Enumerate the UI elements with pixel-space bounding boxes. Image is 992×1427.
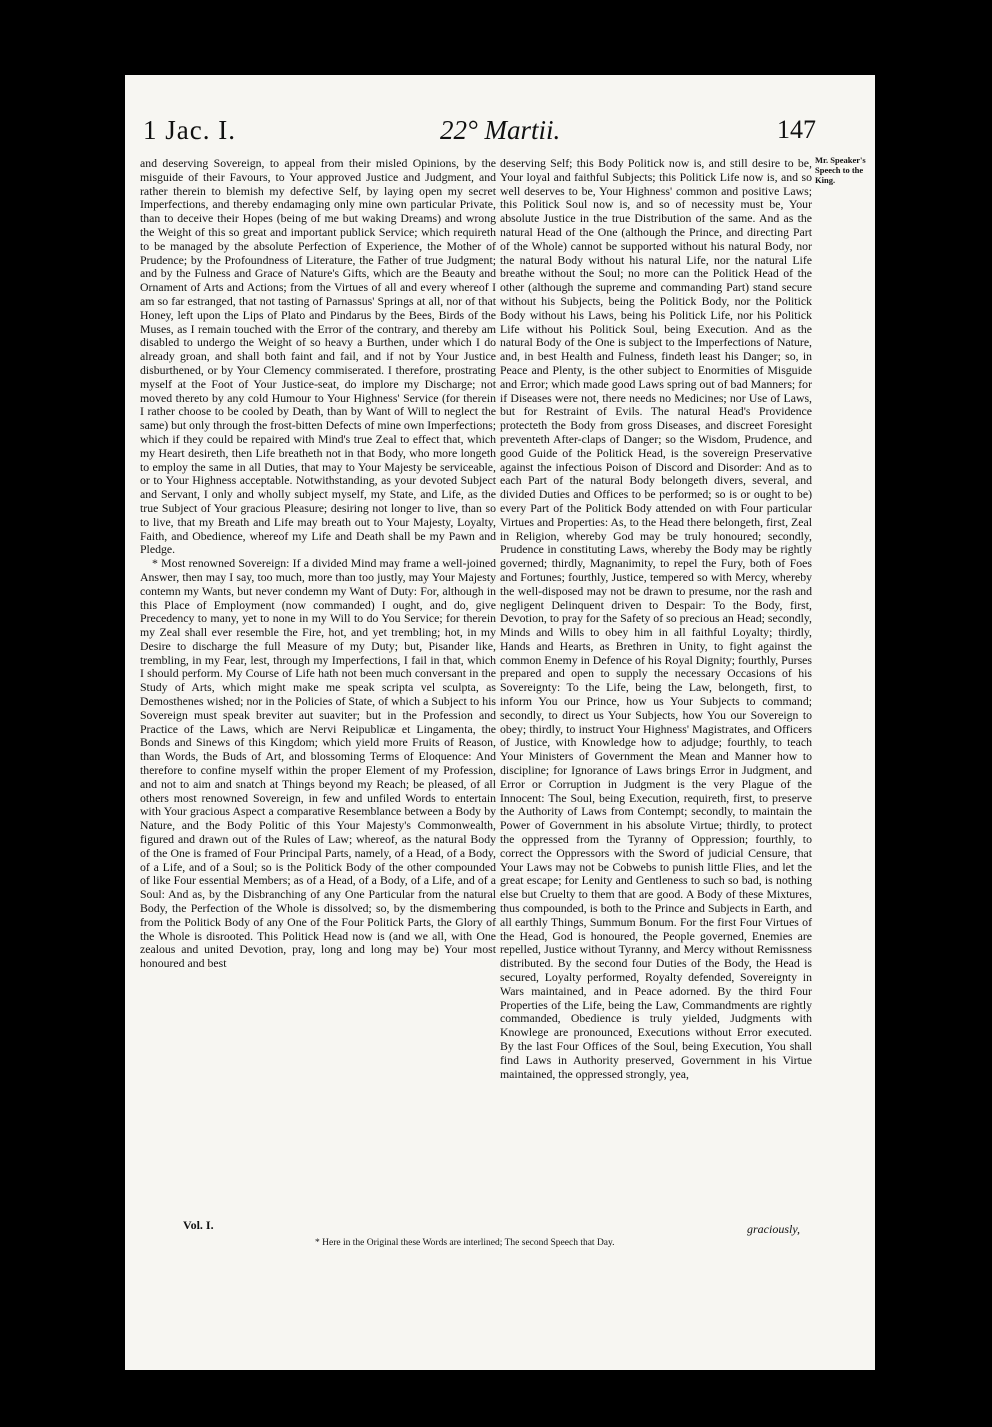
running-head-date: 22° Martii. bbox=[440, 115, 561, 145]
running-head-left: 1 Jac. I. bbox=[143, 115, 236, 145]
left-paragraph-2: * Most renowned Sovereign: If a divided Mind may frame a well-joined Answer, then may I say, too much, more than too justly, may Your Majesty contemn my Wants, but never condemn my Want of Duty: For, although in this Place of Employment (now commanded) I ought, and do, give Precedency to many, yet to none in my Will to do You Service; for therein my Zeal shall ever resemble the Fire, hot, and yet trembling; hot, in my Desire to discharge the full Measure of my Duty; but, Pisander like, trembling, in my Fear, lest, through my Imperfections, I fail in that, which I should perform. My Course of Life hath not been much conversant in the Study of Arts, which might make me speak scripta vel sculpta, as Demosthenes wished; nor in the Policies of State, of which a Subject to his Sovereign must speak breviter aut suaviter; but in the Profession and Practice of the Laws, which are Nervi Reipublicæ et Lingamenta, the Bonds and Sinews of this Kingdom; which yield more Fruits of Reason, than Words, the Buds of Art, and blossoming Terms of Eloquence: And therefore to confine myself within the proper Element of my Profession, and not to aim and snatch at Things beyond my Reach; be pleased, of all others most renowned Sovereign, in few and unfiled Words to entertain with Your gracious Aspect a comparative Resemblance between a Body by Nature, and the Body Politic of this Your Majesty's Commonwealth, figured and drawn out of the Rules of Law; whereof, as the natural Body of the One is framed of Four Principal Parts, namely, of a Head, of a Body, of a Life, and of a Soul; so is the Politick Body of the other compounded of like Four essential Members; as of a Head, of a Body, of a Life, and of a Soul: And as, by the Disbranching of any One Particular from the natural Body, the Perfection of the Whole is dissolved; so, by the dismembering from the Politick Body of any One of the Four Politick Parts, the Glory of the Whole is disrooted. This Politick Head now is (and we all, with One zealous and united Devotion, pray, long and long may be) Your most honoured and best bbox=[140, 556, 496, 971]
left-paragraph-1: and deserving Sovereign, to appeal from their misled Opinions, by the misguide of their Favours, to Your approved Justice and Judgment, and rather therein to blemish my defective Self, by laying open my secret Imperfections, and thereby endamaging only mine own particular Private, than to deceive their Hopes (being of me but waking Dreams) and wrong the Weight of this so great and important publick Service; which requireth to be managed by the absolute Perfection of Experience, the Mother of Prudence; by the Profoundness of Literature, the Father of true Judgment; and by the Fulness and Grace of Nature's Gifts, which are the Beauty and Ornament of Arts and Actions; from the Virtues of all and every whereof I am so far estranged, that not tasting of Parnassus' Springs at all, nor of that Honey, left upon the Lips of Plato and Pindarus by the Bees, Birds of the Muses, as I remain touched with the Error of the contrary, and thereby am disabled to undergo the Weight of so heavy a Burthen, under which I do already groan, and shall both faint and fail, and if not by Your Justice disburthened, or by Your Clemency commiserated. I therefore, prostrating myself at the Foot of Your Justice-seat, do implore my Discharge; not moved thereto by any cold Humour to Your Highness' Service (for therein I rather choose to be cooled by Death, than by Want of Will to neglect the same) but only through the frost-bitten Defects of mine own Imperfections; which if they could be repaired with Mind's true Zeal to effect that, which my Heart desireth, then Life breatheth not in that Body, who more longeth to employ the same in all Duties, that may to Your Majesty be serviceable, or to Your Highness acceptable. Notwithstanding, as your devoted Subject and Servant, I only and wholly subject myself, my State, and Life, as the true Subject of Your gracious Pleasure; desiring not longer to live, than so to live, that my Breath and Life may breath out to Your Majesty, Loyalty, Faith, and Obedience, whereof my Life and Death shall be my Pawn and Pledge. bbox=[140, 156, 496, 557]
footnote: * Here in the Original these Words are interlined; The second Speech that Day. bbox=[315, 1238, 615, 1248]
left-column bbox=[140, 157, 496, 971]
signature-mark: Vol. I. bbox=[183, 1218, 214, 1232]
page-number: 147 bbox=[777, 115, 816, 144]
catchword: graciously, bbox=[747, 1222, 800, 1236]
margin-note: Mr. Speaker's Speech to the King. bbox=[815, 155, 866, 185]
right-column bbox=[500, 157, 812, 1081]
right-paragraph-1: deserving Self; this Body Politick now is, and still desire to be, Your loyal and faithful Subjects; this Politick Life now is, and so well deserves to be, Your Highness' common and positive Laws; this Politick Soul now is, and so of necessity must be, Your absolute Justice in the true Distribution of the same. And as the natural Head of the One (although the Prince, and directing Part of the Whole) cannot be supported without his natural Body, nor the natural Body without his natural Life, nor the natural Life breathe without the Soul; no more can the Politick Head of the other (although the supreme and commanding Part) stand secure without his Subjects, being the Politick Body, nor the Politick Body without his Laws, being his Politick Life, nor his Politick Life without his Politick Soul, being Execution. And as the natural Body of the One is subject to the Imperfections of Nature, and, in best Health and Fulness, findeth least his Danger; so, in Peace and Plenty, is the other subject to Enormities of Misguide and Error; which made good Laws spring out of bad Manners; for if Diseases were not, there needs no Medicines; nor Use of Laws, but for Restraint of Evils. The natural Head's Providence protecteth the Body from gross Diseases, and discreet Foresight preventeth After-claps of Danger; so the Wisdom, Prudence, and good Guide of the Politick Head, is the sovereign Preservative against the infectious Poison of Discord and Disorder: And as to each Part of the natural Body belongeth divers, several, and divided Duties and Offices to be performed; so is or ought to be) every Part of the Politick Body attended on with Four particular Virtues and Properties: As, to the Head there belongeth, first, Zeal in Religion, whereby God may be truly honoured; secondly, Prudence in constituting Laws, whereby the Body may be rightly governed; thirdly, Magnanimity, to repel the Fury, both of Foes and Fortunes; fourthly, Justice, tempered so with Mercy, whereby the well-disposed may not be drawn to presume, nor the rash and negligent Delinquent driven to Despair: To the Body, first, Devotion, to pray for the Safety of so precious an Head; secondly, Minds and Wills to obey him in all faithful Loyalty; thirdly, Hands and Hearts, as Brethren in Unity, to fight against the common Enemy in Defence of his Royal Dignity; fourthly, Purses prepared and open to supply the necessary Occasions of his Sovereignty: To the Life, being the Law, belongeth, first, to inform You our Prince, how us Your Subjects to command; secondly, to direct us Your Subjects, how You our Sovereign to obey; thirdly, to instruct Your Highness' Magistrates, and Officers of Justice, with Knowledge how to adjudge; fourthly, to teach Your Ministers of Government the Mean and Manner how to discipline; for Ignorance of Laws brings Error in Judgment, and Error or Corruption in Judgment is the very Plague of the Innocent: The Soul, being Execution, requireth, first, to preserve the Authority of Laws from Contempt; secondly, to maintain the Power of Government in his absolute Virtue; thirdly, to protect the oppressed from the Tyranny of Oppression; fourthly, to correct the Oppressors with the Sword of judicial Censure, that Your Laws may not be Cobwebs to punish little Flies, and let the great escape; for Lenity and Gentleness to such so bad, is nothing else but Cruelty to them that are good. A Body of these Mixtures, thus compounded, is both to the Prince and Subjects in Earth, and all earthly Things, Summum Bonum. For the first Four Virtues of the Head, God is honoured, the People governed, Enemies are repelled, Justice without Tyranny, and Mercy without Remissness distributed. By the second four Duties of the Body, the Head is secured, Loyalty performed, Royalty defended, Sovereignty in Wars maintained, and in Peace adorned. By the third Four Properties of the Life, being the Law, Commandments are rightly commanded, Obedience is truly yielded, Judgments with Knowlege are pronounced, Executions without Error executed. By the last Four Offices of the Soul, being Execution, You shall find Laws in Authority preserved, Government in his Virtue maintained, the oppressed strongly, yea, bbox=[500, 156, 812, 1081]
document-page bbox=[125, 75, 875, 1370]
